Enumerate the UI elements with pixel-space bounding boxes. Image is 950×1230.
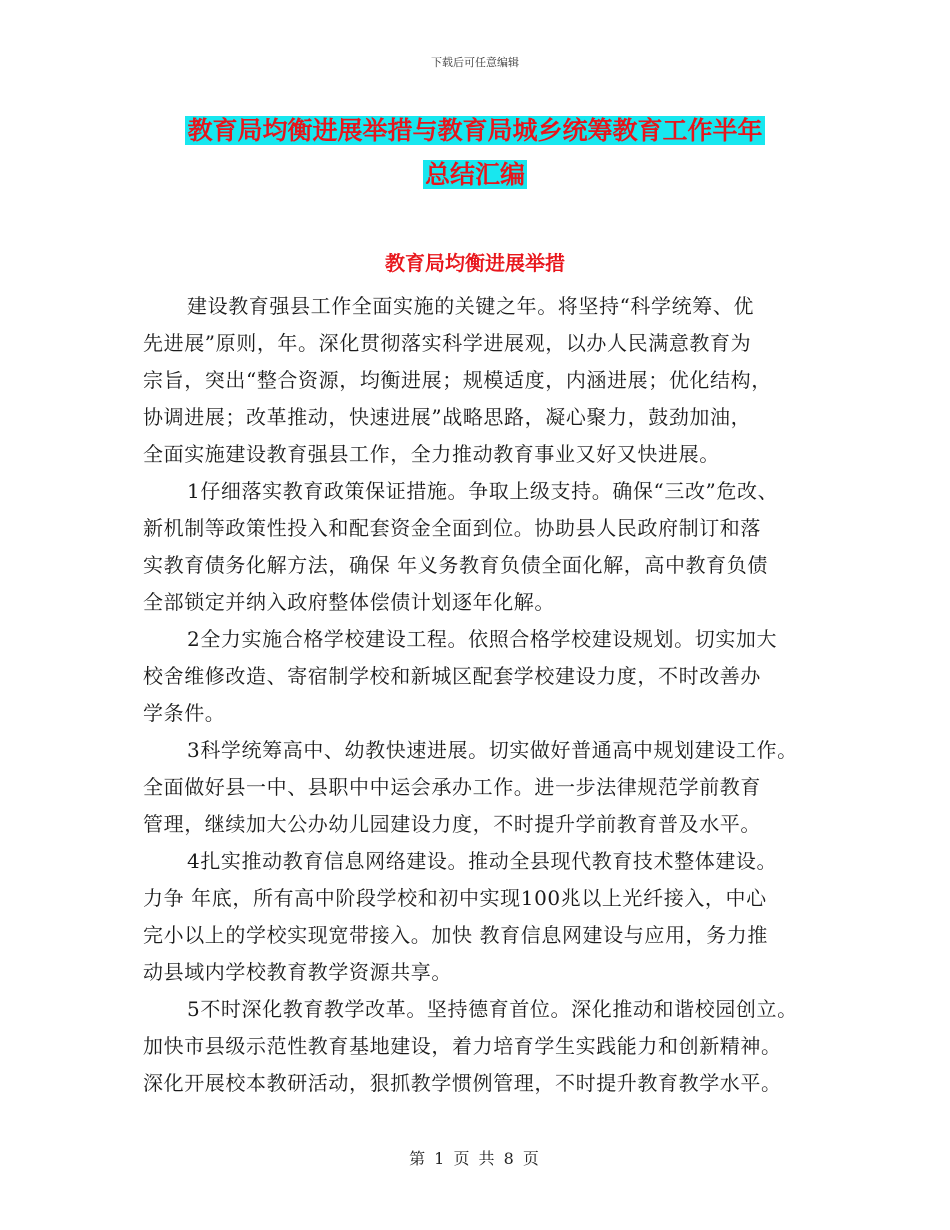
text-line: 实教育债务化解方法，确保 年义务教育负债全面化解，高中教育负债 xyxy=(143,553,768,577)
text-line: 协调进展；改革推动，快速进展”战略思路，凝心聚力，鼓劲加油， xyxy=(143,405,752,429)
text-line: 动县域内学校教育教学资源共享。 xyxy=(143,960,452,984)
text-line: 全面实施建设教育强县工作，全力推动教育事业又好又快进展。 xyxy=(143,442,720,466)
text-line: 建设教育强县工作全面实施的关键之年。将坚持“科学统筹、优 xyxy=(187,294,755,318)
text-line: 力争 年底，所有高中阶段学校和初中实现100兆以上光纤接入，中心 xyxy=(143,886,767,910)
text-line: 深化开展校本教研活动，狠抓教学惯例管理，不时提升教育教学水平。 xyxy=(143,1071,782,1095)
document-title-line-2: 总结汇编 xyxy=(424,160,525,189)
text-line: 加快市县级示范性教育基地建设，着力培育学生实践能力和创新精神。 xyxy=(143,1034,782,1058)
text-line: 5不时深化教育教学改革。坚持德育首位。深化推动和谐校园创立。 xyxy=(187,997,798,1021)
text-line: 先进展”原则，年。深化贯彻落实科学进展观，以办人民满意教育为 xyxy=(143,331,752,355)
text-line: 新机制等政策性投入和配套资金全面到位。协助县人民政府制订和落 xyxy=(143,516,761,540)
text-line: 管理，继续加大公办幼儿园建设力度，不时提升学前教育普及水平。 xyxy=(143,812,761,836)
text-line: 3科学统筹高中、幼教快速进展。切实做好普通高中规划建设工作。 xyxy=(187,738,798,762)
section-heading: 教育局均衡进展举措 xyxy=(385,251,565,275)
text-line: 全部锁定并纳入政府整体偿债计划逐年化解。 xyxy=(143,590,555,614)
text-line: 全面做好县一中、县职中中运会承办工作。进一步法律规范学前教育 xyxy=(143,775,761,799)
document-title-line-1: 教育局均衡进展举措与教育局城乡统筹教育工作半年 xyxy=(187,116,763,145)
download-note: 下载后可任意编辑 xyxy=(431,56,519,69)
text-line: 学条件。 xyxy=(143,701,226,725)
document-body xyxy=(143,288,843,1102)
text-line: 1仔细落实教育政策保证措施。争取上级支持。确保“三改”危改、 xyxy=(187,479,779,503)
text-line: 完小以上的学校实现宽带接入。加快 教育信息网建设与应用，务力推 xyxy=(143,923,768,947)
text-line: 宗旨，突出“整合资源，均衡进展；规模适度，内涵进展；优化结构， xyxy=(143,368,772,392)
text-line: 4扎实推动教育信息网络建设。推动全县现代教育技术整体建设。 xyxy=(187,849,778,873)
text-line: 2全力实施合格学校建设工程。依照合格学校建设规划。切实加大 xyxy=(187,627,778,651)
text-line: 校舍维修改造、寄宿制学校和新城区配套学校建设力度，不时改善办 xyxy=(143,664,761,688)
page-number-footer: 第 1 页 共 8 页 xyxy=(409,1149,541,1168)
